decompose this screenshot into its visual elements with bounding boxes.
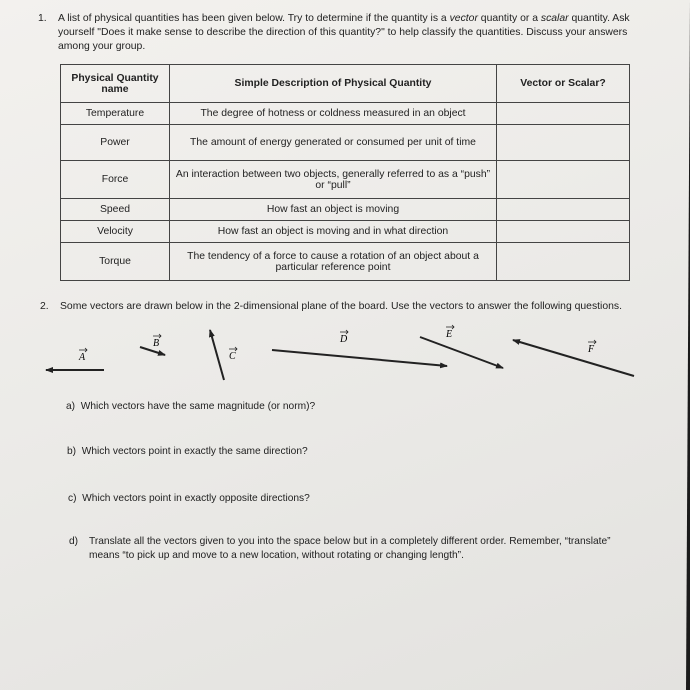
quantity-name: Temperature bbox=[61, 103, 170, 125]
vector-a-label bbox=[78, 348, 87, 363]
question-1-text-part: quantity. Ask yourself "Does it make sense to describe the direction of this quantity?" to help classify the quantities. Discuss your answers among your group. bbox=[58, 13, 630, 52]
header-description: Simple Description of Physical Quantity bbox=[170, 65, 497, 103]
quantity-description: How fast an object is moving and in what direction bbox=[170, 221, 497, 243]
part-text: Translate all the vectors given to you into the space below but in a completely different order. Remember, “translate” means “to pick up and move to a new location, without rotating or changing length”. bbox=[89, 536, 611, 561]
part-label: c) bbox=[68, 493, 77, 504]
question-2a bbox=[66, 401, 315, 412]
quantity-description: The tendency of a force to cause a rotation of an object about a particular reference point bbox=[170, 243, 497, 281]
question-2b bbox=[67, 446, 308, 457]
vector-e-arrow bbox=[420, 337, 503, 368]
part-label: d) bbox=[69, 536, 79, 547]
vector-e-label bbox=[445, 325, 454, 340]
quantity-name: Force bbox=[61, 161, 170, 199]
part-label: b) bbox=[67, 446, 77, 457]
part-text: Which vectors have the same magnitude (or norm)? bbox=[80, 401, 316, 412]
part-text: Which vectors point in exactly opposite directions? bbox=[82, 493, 310, 504]
vector-c-label bbox=[229, 347, 237, 362]
question-1-text-part: quantity or a bbox=[477, 13, 541, 24]
quantity-name: Speed bbox=[61, 199, 170, 221]
part-label: a) bbox=[66, 401, 76, 412]
quantity-name: Torque bbox=[61, 243, 170, 281]
quantity-description: An interaction between two objects, generally referred to as a “push” or “pull” bbox=[170, 161, 497, 199]
header-vector-or-scalar: Vector or Scalar? bbox=[497, 65, 630, 103]
svg-text:A: A bbox=[79, 352, 86, 363]
vector-word: vector bbox=[449, 13, 478, 24]
question-2d bbox=[69, 535, 634, 563]
question-1-number: 1. bbox=[38, 13, 47, 24]
question-2c bbox=[68, 493, 310, 504]
question-2-text: Some vectors are drawn below in the 2-dimensional plane of the board. Use the vectors to answer the following questions. bbox=[60, 301, 622, 312]
svg-text:B: B bbox=[153, 338, 160, 349]
quantity-description: How fast an object is moving bbox=[170, 199, 497, 221]
vector-f-arrow bbox=[513, 340, 634, 376]
vector-c-arrow bbox=[210, 330, 224, 380]
svg-text:F: F bbox=[588, 344, 595, 355]
quantity-description: The degree of hotness or coldness measured in an object bbox=[170, 103, 497, 125]
scalar-word: scalar bbox=[540, 13, 569, 24]
vector-d-label bbox=[339, 330, 348, 345]
svg-text:C: C bbox=[229, 351, 236, 362]
part-text: Which vectors point in exactly the same direction? bbox=[81, 446, 308, 457]
question-2-number: 2. bbox=[40, 301, 49, 312]
question-1-text-part: A list of physical quantities has been given below. Try to determine if the quantity is a bbox=[58, 13, 450, 24]
header-quantity-name: Physical Quantity name bbox=[61, 65, 170, 103]
vector-b-label bbox=[153, 334, 161, 349]
svg-text:D: D bbox=[340, 334, 348, 345]
quantity-name: Power bbox=[61, 125, 170, 161]
quantity-description: The amount of energy generated or consumed per unit of time bbox=[170, 125, 497, 161]
vector-f-label bbox=[587, 340, 596, 355]
vector-d-arrow bbox=[272, 350, 447, 366]
svg-text:E: E bbox=[446, 329, 453, 340]
quantity-name: Velocity bbox=[61, 221, 170, 243]
